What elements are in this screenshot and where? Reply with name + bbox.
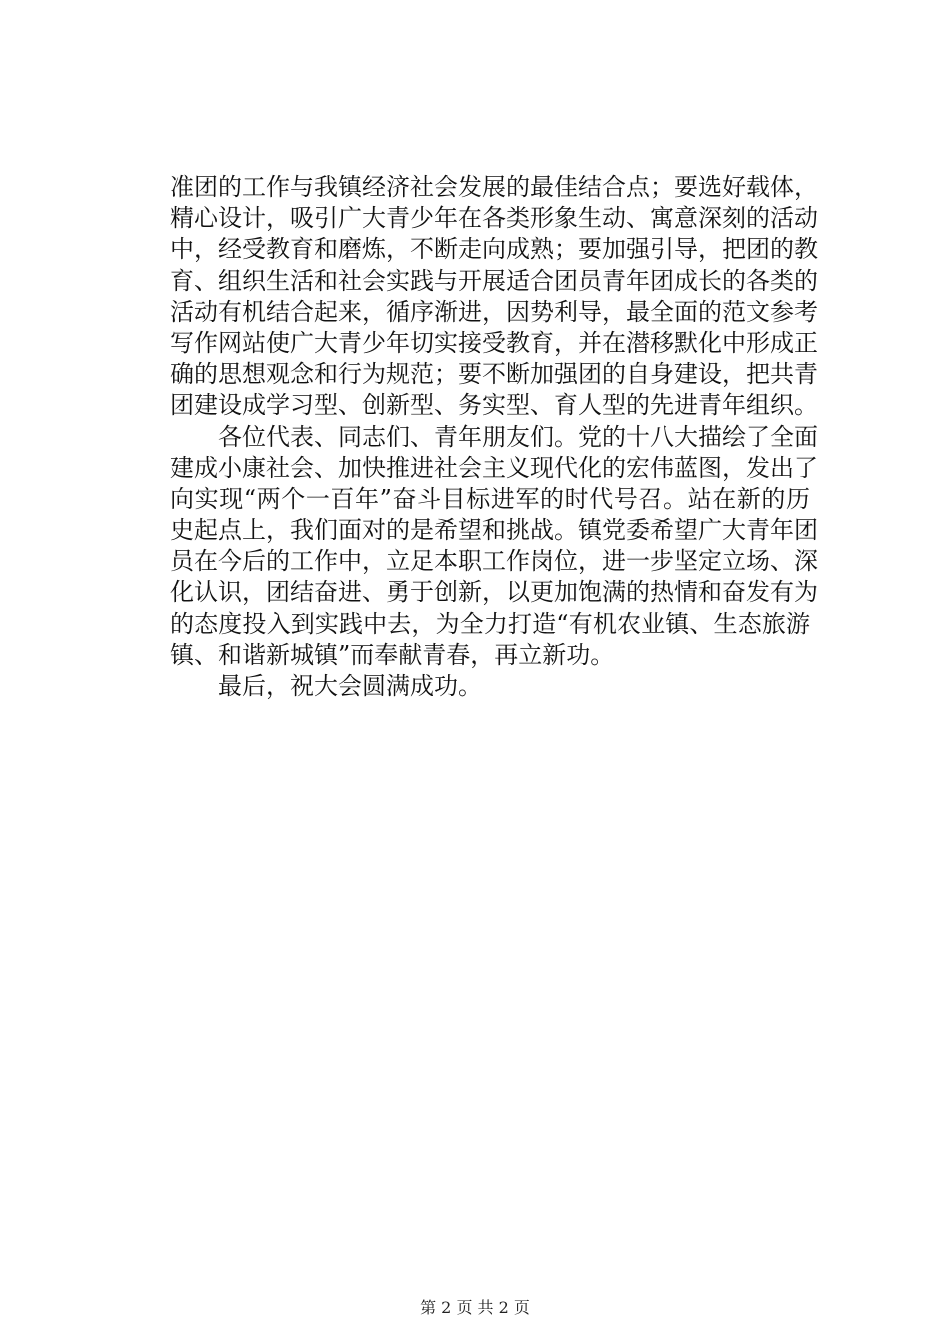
text-line: 中，经受教育和磨炼，不断走向成熟；要加强引导，把团的教 (170, 235, 818, 264)
text-line: 镇、和谐新城镇”而奉献青春，再立新功。 (170, 640, 615, 669)
text-line: 写作网站使广大青少年切实接受教育，并在潜移默化中形成正 (170, 328, 818, 357)
text-line: 确的思想观念和行为规范；要不断加强团的自身建设，把共青 (170, 360, 818, 389)
text-line: 准团的工作与我镇经济社会发展的最佳结合点；要选好载体， (170, 173, 818, 201)
page-number-footer: 第 2 页 共 2 页 (420, 1298, 530, 1317)
text-line: 史起点上，我们面对的是希望和挑战。镇党委希望广大青年团 (170, 516, 818, 545)
text-line: 的态度投入到实践中去，为全力打造“有机农业镇、生态旅游 (170, 609, 810, 638)
text-line: 精心设计，吸引广大青少年在各类形象生动、寓意深刻的活动 (170, 204, 818, 233)
text-line: 向实现“两个一百年”奋斗目标进军的时代号召。站在新的历 (170, 484, 810, 513)
text-line: 育、组织生活和社会实践与开展适合团员青年团成长的各类的 (170, 266, 818, 295)
text-line: 化认识，团结奋进、勇于创新，以更加饱满的热情和奋发有为 (170, 578, 818, 607)
text-line: 最后，祝大会圆满成功。 (170, 672, 482, 700)
text-line: 建成小康社会、加快推进社会主义现代化的宏伟蓝图，发出了 (170, 453, 818, 482)
text-line: 员在今后的工作中，立足本职工作岗位，进一步坚定立场、深 (170, 547, 818, 576)
text-line: 活动有机结合起来，循序渐进，因势利导，最全面的范文参考 (170, 297, 818, 326)
document-body (170, 172, 818, 702)
text-line: 团建设成学习型、创新型、务实型、育人型的先进青年组织。 (170, 391, 818, 420)
text-line: 各位代表、同志们、青年朋友们。党的十八大描绘了全面 (170, 422, 818, 451)
